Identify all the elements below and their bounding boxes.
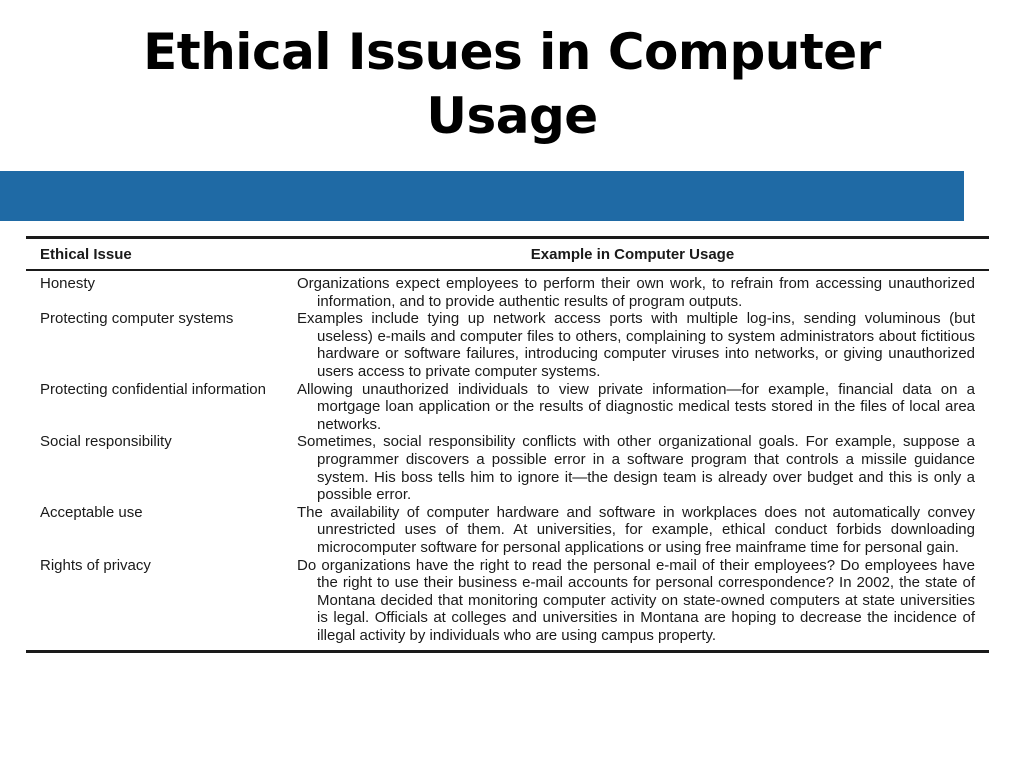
table-header-row	[26, 239, 989, 269]
example-cell: Sometimes, social responsibility conflicts with other organizational goals. For example, suppose a programmer discovers a possible error in a software program that controls a missile guidance system. His boss tells him to ignore it—the design team is already over budget and this is only a possible error.	[297, 433, 975, 504]
table-bottom-rule	[26, 650, 989, 653]
slide-title	[0, 20, 1024, 148]
example-cell: The availability of computer hardware and software in workplaces does not automatically convey unrestricted uses of them. At universities, for example, ethical conduct forbids downloading microcomputer software for personal applications or using free mainframe time for personal gain.	[297, 503, 975, 556]
example-cell: Allowing unauthorized individuals to view private information—for example, financial data on a mortgage loan application or the results of diagnostic medical tests stored in the files of local area networks.	[297, 380, 975, 433]
table-row	[26, 310, 989, 380]
table-row	[26, 381, 989, 434]
issue-cell: Protecting confidential information	[40, 380, 266, 398]
table-row	[26, 275, 989, 310]
example-cell: Examples include tying up network access ports with multiple log-ins, sending voluminous (but useless) e-mails and computer files to others, complaining to system administrators about fictitious hardware or software failures, introducing computer viruses into networks, or giving unauthorized users access to private computer systems.	[297, 310, 975, 380]
example-cell: Organizations expect employees to perform their own work, to refrain from accessing unauthorized information, and to provide authentic results of program outputs.	[297, 275, 975, 310]
issue-cell: Rights of privacy	[40, 556, 151, 574]
issue-cell: Honesty	[40, 275, 96, 292]
table-body	[26, 271, 989, 650]
column-header-example: Example in Computer Usage	[530, 245, 735, 263]
slide-title-line-2: Usage	[426, 87, 598, 145]
example-cell: Do organizations have the right to read the personal e-mail of their employees? Do employees have the right to use their business e-mail accounts for personal correspondence? In 2002, the state of Montana decided that monitoring computer activity on state-owned computers at state universities is legal. Officials at colleges and universities in Montana are hoping to decrease the incidence of illegal activity by individuals who are using campus property.	[297, 556, 975, 644]
accent-band	[0, 171, 964, 221]
table-row	[26, 433, 989, 503]
table-row	[26, 504, 989, 557]
ethics-table	[26, 236, 989, 653]
table-row	[26, 557, 989, 645]
column-header-issue: Ethical Issue	[40, 245, 132, 263]
issue-cell: Protecting computer systems	[40, 310, 234, 328]
issue-cell: Social responsibility	[40, 433, 172, 451]
issue-cell: Acceptable use	[40, 503, 143, 521]
slide-title-line-1: Ethical Issues in Computer	[143, 23, 881, 81]
